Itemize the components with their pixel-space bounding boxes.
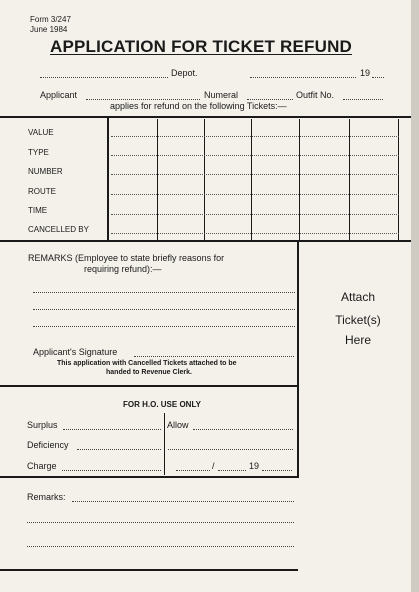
form-date: June 1984 [30,25,68,34]
ho-blank-field[interactable] [168,449,293,450]
handover-note-cont: handed to Revenue Clerk. [106,369,192,376]
outfit-field[interactable] [343,99,383,100]
remarks-heading: REMARKS (Employee to state briefly reasons for [28,253,225,263]
signature-label: Applicant's Signature [33,347,118,357]
ticket-row-number[interactable] [111,174,399,175]
row-label-cancelled-by: CANCELLED BY [28,225,89,234]
ho-day-field[interactable] [176,470,210,471]
row-label-number: NUMBER [28,167,63,176]
ticket-column-divider [251,119,252,240]
page-edge-shadow [411,0,419,592]
deficiency-field[interactable] [77,449,161,450]
row-label-route: ROUTE [28,187,56,196]
ho-column-divider [164,413,165,475]
ho-date-separator: / [212,461,215,471]
page-title: APPLICATION FOR TICKET REFUND [50,37,353,56]
outfit-label: Outfit No. [296,90,335,100]
ho-year-field[interactable] [262,470,292,471]
deficiency-label: Deficiency [27,440,69,450]
charge-field[interactable] [62,470,161,471]
ticket-row-value[interactable] [111,136,399,137]
table-bottom-rule [0,240,411,242]
row-label-time: TIME [28,206,48,215]
numeral-field[interactable] [247,99,293,100]
ticket-column-divider [299,119,300,240]
bottom-remarks-label: Remarks: [27,492,66,502]
ho-month-field[interactable] [218,470,246,471]
ticket-row-type[interactable] [111,155,399,156]
ticket-column-divider [204,119,205,240]
ticket-row-route[interactable] [111,194,399,195]
charge-label: Charge [27,461,57,471]
numeral-label: Numeral [204,90,239,100]
allow-label: Allow [167,420,189,430]
signature-field[interactable] [134,356,294,357]
attach-line-2: Ticket(s) [335,313,381,327]
remarks-line[interactable] [33,326,295,327]
year-field[interactable] [372,77,384,78]
date-field[interactable] [250,77,356,78]
surplus-field[interactable] [63,429,161,430]
handover-note: This application with Cancelled Tickets attached to be [57,360,237,367]
attach-line-3: Here [344,333,371,347]
ticket-column-divider [349,119,350,240]
applicant-field[interactable] [86,99,200,100]
ticket-column-divider [157,119,158,240]
attach-box-divider [297,242,299,478]
surplus-label: Surplus [27,420,58,430]
ho-year-prefix: 19 [249,461,260,471]
bottom-remarks-line[interactable] [27,522,294,523]
form-number: Form 3/247 [30,15,71,24]
attach-line-1: Attach [340,290,376,304]
ho-top-rule [0,385,298,387]
ticket-row-cancelled-by[interactable] [111,233,399,234]
ho-bottom-rule [0,476,298,478]
row-label-type: TYPE [28,148,49,157]
remarks-heading-cont: requiring refund):— [84,264,162,274]
ho-heading: FOR H.O. USE ONLY [123,400,201,409]
bottom-remarks-line[interactable] [72,501,294,502]
remarks-line[interactable] [33,309,295,310]
year-prefix: 19 [360,68,371,78]
allow-field[interactable] [193,429,293,430]
bottom-remarks-line[interactable] [27,546,294,547]
ticket-column-divider [398,119,399,240]
applicant-label: Applicant [40,90,78,100]
depot-field[interactable] [40,77,168,78]
table-label-divider [107,118,109,241]
applies-text: applies for refund on the following Tickets:— [110,101,287,111]
row-label-value: VALUE [28,128,54,137]
ticket-row-time[interactable] [111,214,399,215]
depot-label: Depot. [171,68,198,78]
remarks-line[interactable] [33,292,295,293]
table-top-rule [0,116,411,118]
form-bottom-rule [0,569,298,571]
